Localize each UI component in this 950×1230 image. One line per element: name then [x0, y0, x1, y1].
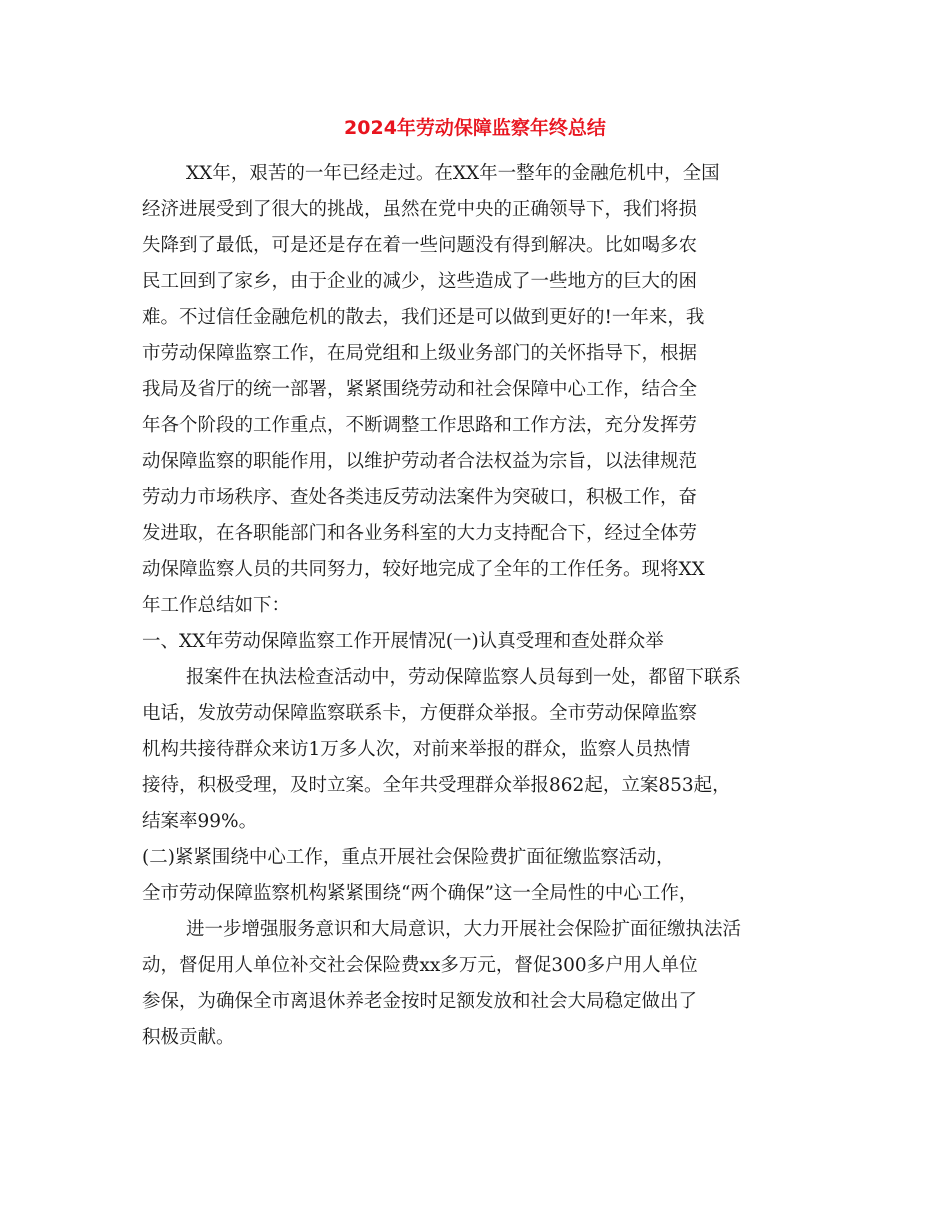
paragraph-line: 劳动力市场秩序、查处各类违反劳动法案件为突破口，积极工作，奋 [142, 487, 698, 508]
paragraph-line: 参保，为确保全市离退休养老金按时足额发放和社会大局稳定做出了 [142, 991, 698, 1012]
paragraph-line: 机构共接待群众来访1万多人次，对前来举报的群众，监察人员热情 [142, 739, 691, 760]
paragraph-line: 全市劳动保障监察机构紧紧围绕“两个确保”这一全局性的中心工作， [142, 883, 698, 904]
paragraph-line: 民工回到了家乡，由于企业的减少，这些造成了一些地方的巨大的困 [142, 271, 698, 292]
paragraph-line: 进一步增强服务意识和大局意识，大力开展社会保险扩面征缴执法活 [186, 919, 742, 940]
paragraph-line: 结案率99%。 [142, 811, 258, 832]
document-title: 2024年劳动保障监察年终总结 [344, 117, 606, 139]
paragraph-line: 年各个阶段的工作重点，不断调整工作思路和工作方法，充分发挥劳 [142, 415, 698, 436]
paragraph-line: 动，督促用人单位补交社会保险费xx多万元，督促300多户用人单位 [142, 955, 698, 976]
paragraph-line: 接待，积极受理，及时立案。全年共受理群众举报862起，立案853起， [142, 775, 731, 796]
paragraph-line: (二)紧紧围绕中心工作，重点开展社会保险费扩面征缴监察活动， [142, 847, 675, 868]
paragraph-line: 动保障监察的职能作用，以维护劳动者合法权益为宗旨，以法律规范 [142, 451, 698, 472]
paragraph-line: 年工作总结如下： [142, 595, 291, 616]
paragraph-line: 市劳动保障监察工作，在局党组和上级业务部门的关怀指导下，根据 [142, 343, 698, 364]
paragraph-line: XX年，艰苦的一年已经走过。在XX年一整年的金融危机中，全国 [186, 163, 720, 184]
paragraph-line: 失降到了最低，可是还是存在着一些问题没有得到解决。比如喝多农 [142, 235, 698, 256]
paragraph-line: 电话，发放劳动保障监察联系卡，方便群众举报。全市劳动保障监察 [142, 703, 698, 724]
paragraph-line: 难。不过信任金融危机的散去，我们还是可以做到更好的!一年来，我 [142, 307, 705, 328]
paragraph-line: 一、XX年劳动保障监察工作开展情况(一)认真受理和查处群众举 [142, 631, 664, 652]
paragraph-line: 报案件在执法检查活动中，劳动保障监察人员每到一处，都留下联系 [186, 667, 742, 688]
paragraph-line: 动保障监察人员的共同努力，较好地完成了全年的工作任务。现将XX [142, 559, 705, 580]
paragraph-line: 经济进展受到了很大的挑战，虽然在党中央的正确领导下，我们将损 [142, 199, 698, 220]
paragraph-line: 发进取，在各职能部门和各业务科室的大力支持配合下，经过全体劳 [142, 523, 698, 544]
paragraph-line: 积极贡献。 [142, 1027, 235, 1048]
paragraph-line: 我局及省厅的统一部署，紧紧围绕劳动和社会保障中心工作，结合全 [142, 379, 698, 400]
